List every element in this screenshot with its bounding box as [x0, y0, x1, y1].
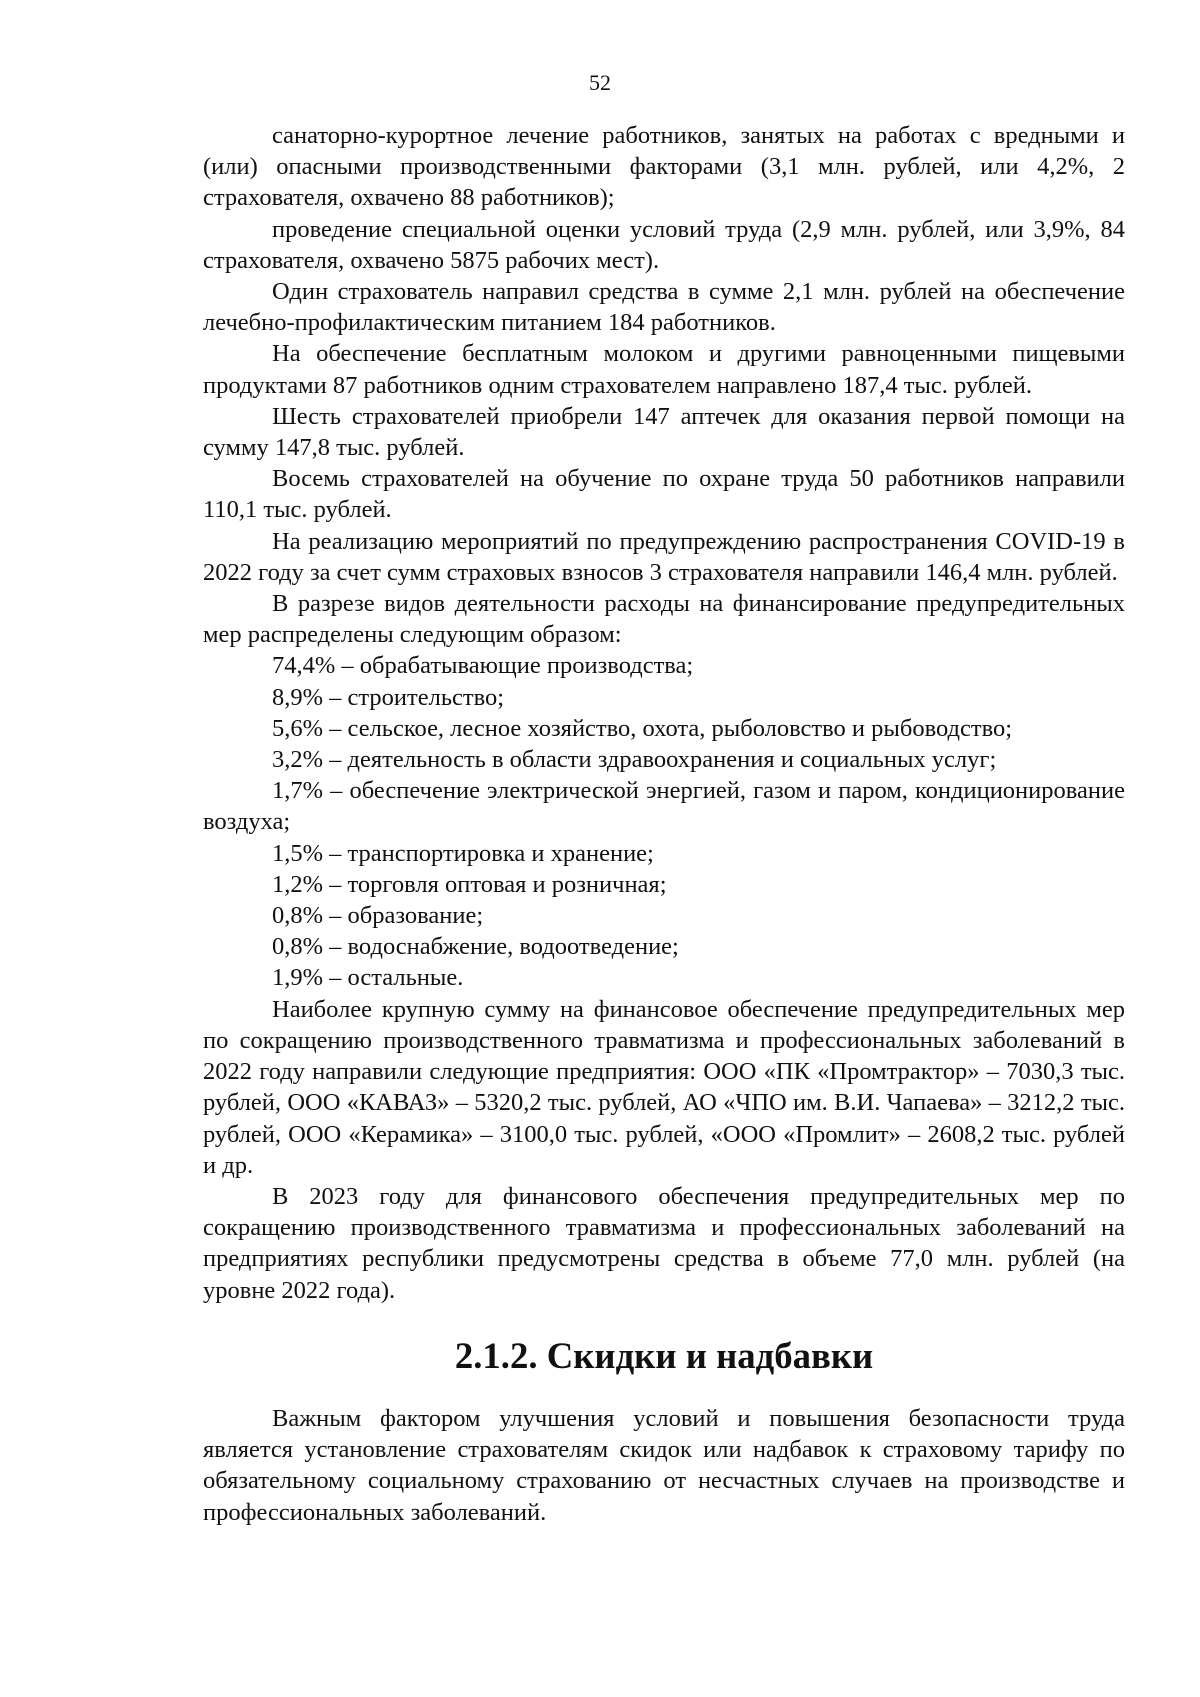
list-item: 1,2% – торговля оптовая и розничная;: [272, 870, 667, 898]
page-number: 52: [589, 70, 611, 95]
paragraph-safety-training: Восемь страхователей на обучение по охране труда 50 работников направили 110,1 тыс. рублей.: [203, 465, 1125, 524]
list-item: 8,9% – строительство;: [272, 683, 505, 711]
list-item: 3,2% – деятельность в области здравоохранения и социальных услуг;: [272, 746, 997, 774]
list-item: 5,6% – сельское, лесное хозяйство, охота, рыболовство и рыбоводство;: [272, 714, 1013, 742]
list-item: 0,8% – образование;: [272, 902, 484, 930]
paragraph-largest-contributors: Наиболее крупную сумму на финансовое обеспечение предупредительных мер по сокращению производственного травматизма и профессиональных заболеваний в 2022 году направили следующие предприятия: ООО «ПК «Промтрактор» – 7030,3 тыс. рублей, ООО «КАВАЗ» – 5320,2 тыс. рублей, АО «ЧПО им. В.И. Чапаева» – 3212,2 тыс. рублей, ООО «Керамика» – 3100,0 тыс. рублей, «ООО «Промлит» – 2608,2 тыс. рублей и др.: [203, 995, 1125, 1179]
activity-list: [203, 650, 1125, 993]
paragraph-2023-plan: В 2023 году для финансового обеспечения предупредительных мер по сокращению производственного травматизма и профессиональных заболеваний на предприятиях республики предусмотрены средства в объеме 77,0 млн. рублей (на уровне 2022 года).: [203, 1182, 1125, 1304]
paragraph-covid: На реализацию мероприятий по предупреждению распространения COVID-19 в 2022 году за счет сумм страховых взносов 3 страхователя направили 146,4 млн. рублей.: [203, 527, 1125, 586]
section-title: 2.1.2. Скидки и надбавки: [454, 1334, 874, 1376]
list-item: 74,4% – обрабатывающие производства;: [272, 652, 694, 680]
paragraph-preventive-nutrition: Один страхователь направил средства в сумме 2,1 млн. рублей на обеспечение лечебно-профилактическим питанием 184 работников.: [203, 278, 1125, 337]
paragraph-first-aid-kits: Шесть страхователей приобрели 147 аптечек для оказания первой помощи на сумму 147,8 тыс. рублей.: [203, 402, 1125, 462]
paragraph-discounts-intro: Важным фактором улучшения условий и повышения безопасности труда является установление страхователям скидок или надбавок к страховому тарифу по обязательному социальному страхованию от несчастных случаев на производстве и профессиональных заболеваний.: [203, 1404, 1125, 1526]
list-item: 1,7% – обеспечение электрической энергией, газом и паром, кондиционирование воздуха;: [203, 777, 1125, 836]
paragraph-activity-intro: В разрезе видов деятельности расходы на финансирование предупредительных мер распределены следующим образом:: [203, 590, 1125, 649]
paragraph-special-assessment: проведение специальной оценки условий труда (2,9 млн. рублей, или 3,9%, 84 страхователя, охвачено 5875 рабочих мест).: [203, 215, 1125, 274]
paragraph-sanatorium: санаторно-курортное лечение работников, занятых на работах с вредными и (или) опасными производственными факторами (3,1 млн. рублей, или 4,2%, 2 страхователя, охвачено 88 работников);: [203, 122, 1125, 212]
paragraph-milk: На обеспечение бесплатным молоком и другими равноценными пищевыми продуктами 87 работников одним страхователем направлено 187,4 тыс. рублей.: [203, 340, 1125, 399]
list-item: 0,8% – водоснабжение, водоотведение;: [272, 933, 679, 961]
body-text: [203, 120, 1125, 1528]
list-item: 1,9% – остальные.: [272, 964, 464, 992]
list-item: 1,5% – транспортировка и хранение;: [272, 839, 654, 867]
